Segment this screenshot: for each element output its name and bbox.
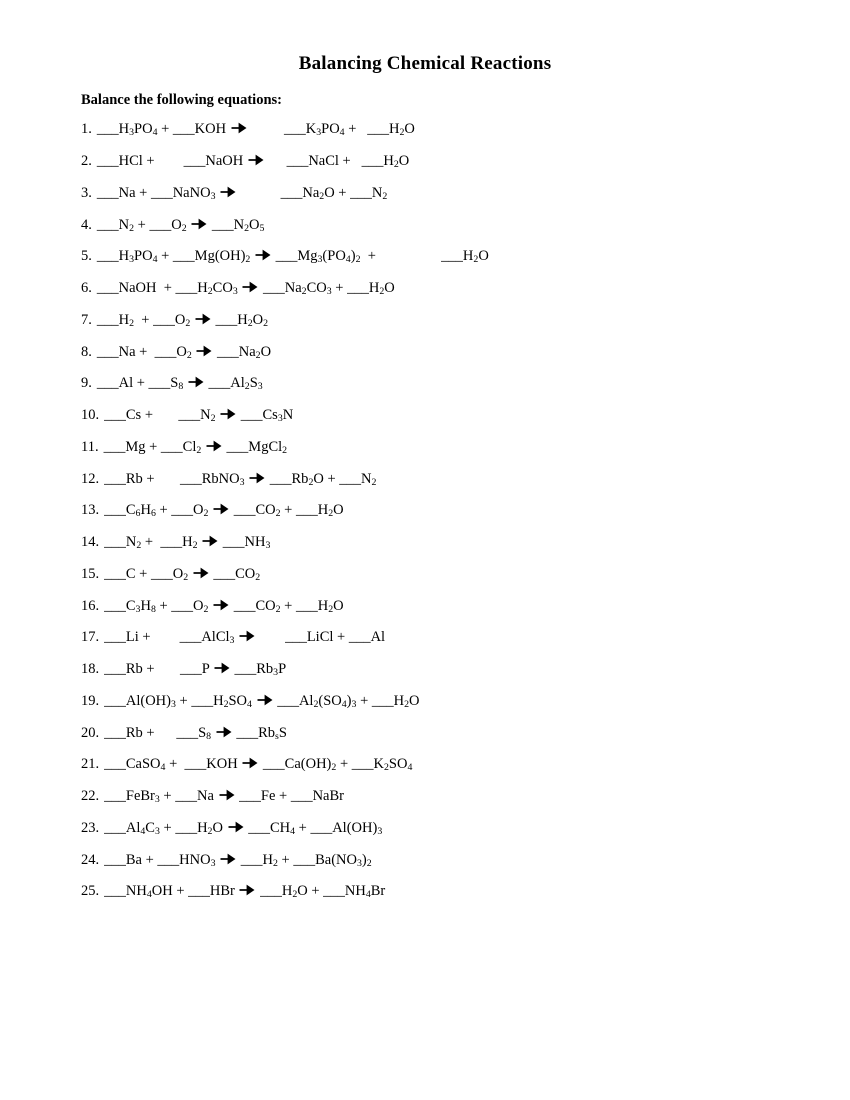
equation-text: ___Rb + ___P $\_\_\_Rb_3P$: [104, 661, 287, 679]
equation-list: [81, 114, 850, 908]
equation-text: $\_\_\_H_3PO_4$ + $\_\_\_Mg(OH)_2$ $\_\_\_Mg_3(PO_4)_2$ + $\_\_\_H_2O$: [96, 248, 489, 266]
right-arrow-icon: [248, 154, 264, 166]
equation-text: $\_\_\_H_2$ + $\_\_\_O_2$ $\_\_\_H_2O_2$: [96, 311, 269, 330]
equation-number: 10.: [81, 407, 100, 424]
equation-number: 2.: [81, 153, 92, 170]
right-arrow-icon: [228, 821, 244, 833]
equation-number: 13.: [81, 502, 100, 519]
equation-text: $\_\_\_N_2$ + $\_\_\_H_2$ $\_\_\_NH_3$: [104, 534, 271, 552]
equation-text: ___Cs + $\_\_\_N_2$ $\_\_\_Cs_3N$: [104, 407, 294, 425]
equation-text: ___Rb + ___RbNO$_3$ $\_\_\_Rb_2O$ + $\_\_\_N_2$: [104, 470, 377, 488]
equation-row: [81, 495, 850, 527]
equation-number: 1.: [81, 121, 92, 138]
right-arrow-icon: [242, 281, 258, 293]
right-arrow-icon: [231, 122, 247, 134]
equation-text: ___C + $\_\_\_O_2$ $\_\_\_CO_2$: [104, 565, 261, 584]
page-title: Balancing Chemical Reactions: [298, 53, 552, 74]
equation-text: ___HCl + ___NaOH ___NaCl + $\_\_\_H_2O$: [96, 153, 410, 171]
equation-number: 23.: [81, 819, 100, 836]
right-arrow-icon: [195, 313, 211, 325]
right-arrow-icon: [193, 567, 209, 579]
equation-text: $\_\_\_Al_4C_3$ + $\_\_\_H_2O$ $\_\_\_CH_4$ + $\_\_\_Al(OH)_3$: [104, 819, 383, 838]
right-arrow-icon: [214, 662, 230, 674]
equation-text: $\_\_\_C_6H_6$ + $\_\_\_O_2$ $\_\_\_CO_2$ + $\_\_\_H_2O$: [104, 502, 344, 520]
right-arrow-icon: [213, 503, 229, 515]
equation-row: [81, 146, 850, 178]
equation-number: 17.: [81, 629, 100, 646]
equation-number: 8.: [81, 343, 92, 360]
equation-row: [81, 241, 850, 273]
equation-number: 4.: [81, 216, 92, 233]
equation-row: [81, 463, 850, 495]
equation-number: 19.: [81, 692, 100, 709]
equation-row: [81, 654, 850, 686]
equation-number: 15.: [81, 565, 100, 582]
equation-number: 24.: [81, 851, 100, 868]
equation-text: ___Al + $\_\_\_S_8$ $\_\_\_Al_2S_3$: [96, 375, 263, 393]
equation-row: [81, 273, 850, 305]
equation-number: 9.: [81, 375, 92, 392]
right-arrow-icon: [206, 440, 222, 452]
equation-number: 7.: [81, 311, 92, 328]
equation-row: [81, 622, 850, 654]
equation-text: ___Mg + $\_\_\_Cl_2$ ___MgCl$_2$: [103, 438, 288, 457]
instructions-text: Balance the following equations:: [81, 92, 282, 108]
equation-number: 21.: [81, 756, 100, 773]
equation-number: 20.: [81, 724, 100, 741]
equation-text: ___FeBr$_3$ + ___Na ___Fe + ___NaBr: [104, 788, 344, 806]
right-arrow-icon: [220, 408, 236, 420]
right-arrow-icon: [216, 726, 232, 738]
equation-text: ___Li + ___AlCl$_3$ ___LiCl + ___Al: [104, 629, 386, 647]
right-arrow-icon: [191, 218, 207, 230]
equation-number: 11.: [81, 438, 99, 455]
equation-text: ___NaOH + $\_\_\_H_2CO_3$ $\_\_\_Na_2CO_3$ + $\_\_\_H_2O$: [96, 280, 395, 298]
right-arrow-icon: [188, 376, 204, 388]
right-arrow-icon: [202, 535, 218, 547]
right-arrow-icon: [239, 630, 255, 642]
equation-row: [81, 686, 850, 718]
equation-row: [81, 400, 850, 432]
equation-text: $\_\_\_NH_4OH$ + ___HBr $\_\_\_H_2O$ + $\_\_\_NH_4Br$: [104, 883, 386, 901]
equation-text: ___Na + ___NaNO$_3$ $\_\_\_Na_2O$ + $\_\_\_N_2$: [96, 184, 388, 203]
right-arrow-icon: [220, 853, 236, 865]
equation-number: 16.: [81, 597, 100, 614]
equation-row: [81, 876, 850, 908]
equation-row: [81, 305, 850, 337]
equation-number: 6.: [81, 280, 92, 297]
equation-text: $\_\_\_C_3H_8$ + $\_\_\_O_2$ $\_\_\_CO_2$ + $\_\_\_H_2O$: [104, 597, 344, 615]
equation-text: $\_\_\_N_2$ + $\_\_\_O_2$ $\_\_\_N_2O_5$: [96, 216, 265, 234]
equation-number: 25.: [81, 883, 100, 900]
equation-text: ___Rb + $\_\_\_S_8$ $\_\_\_Rb_sS$: [104, 724, 287, 742]
right-arrow-icon: [249, 472, 265, 484]
equation-row: [81, 590, 850, 622]
equation-number: 3.: [81, 184, 92, 201]
equation-number: 18.: [81, 661, 100, 678]
equation-number: 5.: [81, 248, 92, 265]
equation-row: [81, 527, 850, 559]
equation-row: [81, 717, 850, 749]
equation-text: ___CaSO$_4$ + ___KOH $\_\_\_Ca(OH)_2$ + $\_\_\_K_2SO_4$: [104, 756, 413, 774]
equation-row: [81, 781, 850, 813]
equation-number: 12.: [81, 470, 100, 487]
right-arrow-icon: [257, 694, 273, 706]
right-arrow-icon: [239, 884, 255, 896]
right-arrow-icon: [220, 186, 236, 198]
equation-text: ___Na + $\_\_\_O_2$ $\_\_\_Na_2O$: [96, 343, 272, 361]
equation-text: ___Ba + $\_\_\_HNO_3$ $\_\_\_H_2$ + $\_\_\_Ba(NO_3)_2$: [104, 851, 372, 869]
equation-row: [81, 844, 850, 876]
equation-number: 14.: [81, 534, 100, 551]
equation-row: [81, 368, 850, 400]
equation-number: 22.: [81, 788, 100, 805]
right-arrow-icon: [242, 757, 258, 769]
equation-row: [81, 813, 850, 845]
right-arrow-icon: [219, 789, 235, 801]
right-arrow-icon: [196, 345, 212, 357]
equation-row: [81, 178, 850, 210]
equation-row: [81, 336, 850, 368]
equation-text: $\_\_\_Al(OH)_3$ + $\_\_\_H_2SO_4$ $\_\_\_Al_2(SO_4)_3$ + $\_\_\_H_2O$: [104, 692, 420, 711]
equation-row: [81, 209, 850, 241]
equation-text: $\_\_\_H_3PO_4$ + ___KOH $\_\_\_K_3PO_4$ + $\_\_\_H_2O$: [96, 121, 415, 139]
right-arrow-icon: [213, 599, 229, 611]
equation-row: [81, 559, 850, 591]
right-arrow-icon: [255, 249, 271, 261]
equation-row: [81, 114, 850, 146]
equation-row: [81, 432, 850, 464]
equation-row: [81, 749, 850, 781]
